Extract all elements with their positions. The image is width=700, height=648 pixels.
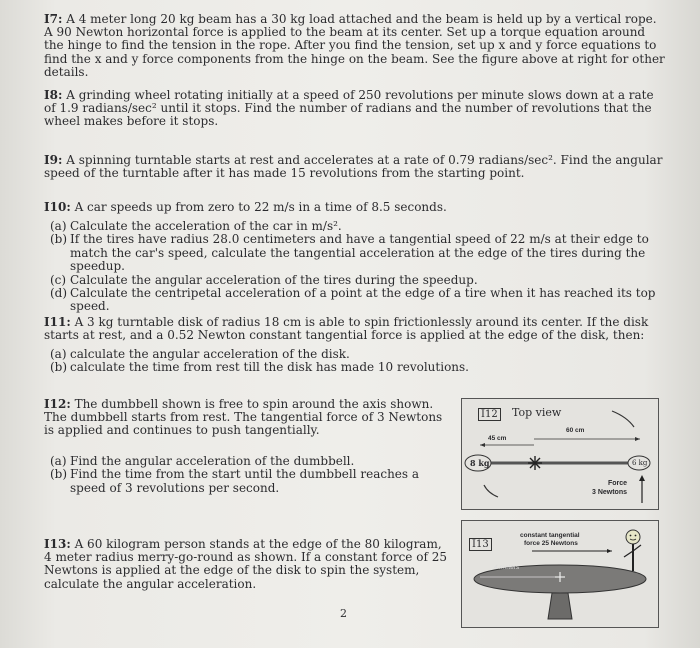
problem-label: I8:	[44, 88, 63, 102]
pedestal	[548, 593, 572, 619]
force-label: constant tangential	[520, 532, 580, 539]
problem-text: A 3 kg turntable disk of radius 18 cm is able to spin frictionlessly around its center. If the disk starts at rest, and a 0.52 Newton constant tangential force is applied at the edge of the disk, then:	[44, 315, 649, 343]
problem-label: I11:	[44, 315, 71, 329]
axis-star-icon	[528, 456, 542, 470]
problem-i10-parts	[50, 220, 665, 314]
length-label-45: 45 cm	[488, 435, 507, 442]
problem-label: I12:	[44, 397, 71, 411]
list-item: (c) Calculate the angular acceleration of the tires during the speedup.	[50, 272, 478, 287]
person-icon	[624, 530, 641, 571]
mass-label-left: 8 kg	[470, 458, 490, 468]
problem-label: I10:	[44, 200, 71, 214]
problem-i9	[44, 154, 666, 180]
problem-label: I9:	[44, 153, 63, 167]
problem-i11-parts	[50, 348, 665, 375]
problem-i13	[44, 538, 448, 591]
dumbbell-figure	[461, 398, 659, 510]
arrow-head	[480, 443, 485, 447]
list-item: (b) calculate the time from rest till the disk has made 10 revolutions.	[50, 360, 469, 375]
problem-text: A car speeds up from zero to 22 m/s in a time of 8.5 seconds.	[74, 200, 447, 214]
arrow-head	[635, 437, 640, 441]
force-value: 3 Newtons	[592, 489, 628, 496]
problem-i12-parts	[50, 455, 448, 495]
list-item: (b) Find the time from the start until the dumbbell reaches a speed of 3 revolutions per second.	[50, 467, 420, 495]
problem-i8	[44, 89, 666, 129]
list-item: (a) Find the angular acceleration of the dumbbell.	[50, 454, 355, 468]
problem-i7	[44, 13, 666, 79]
page-number: 2	[340, 607, 347, 620]
figure-tag: I13	[469, 538, 492, 551]
rotation-arrow-bottom	[484, 485, 498, 497]
radius-label: 4 meters	[494, 564, 520, 571]
mass-label-right: 6 kg	[632, 459, 648, 467]
list-item: (a) Calculate the acceleration of the car in m/s².	[50, 219, 342, 233]
list-item: (d) Calculate the centripetal acceleration of a point at the edge of a tire when it has reached its top speed.	[50, 286, 656, 314]
problem-i12	[44, 398, 448, 438]
problem-label: I13:	[44, 537, 71, 551]
merry-go-round-drawing	[462, 521, 658, 627]
arrow-head	[639, 475, 645, 481]
problem-text: A grinding wheel rotating initially at a speed of 250 revolutions per minute slows down at a rate of 1.9 radians/sec² until it stops. Find the number of radians and the number of revolutions that the wheel makes before it stops.	[44, 88, 654, 129]
problem-label: I7:	[44, 12, 63, 26]
figure-title: Top view	[512, 406, 562, 419]
list-item: (b) If the tires have radius 28.0 centimeters and have a tangential speed of 22 m/s at their edge to match the car's speed, calculate the tangential acceleration at the edge of the tires during the speedup.	[50, 232, 649, 274]
force-label: Force	[608, 480, 628, 487]
rotation-arrow-top	[612, 411, 634, 427]
force-value: force 25 Newtons	[524, 540, 578, 547]
problem-i11	[44, 316, 666, 342]
problem-text: A 4 meter long 20 kg beam has a 30 kg load attached and the beam is held up by a vertical rope. A 90 Newton horizontal force is applied to the beam at its center. Set up a torque equation around the hinge to find the tension in the rope. After you find the tension, set up x and y force equations to find the x and y force components from the hinge on the beam. See the figure above at right for other details.	[44, 12, 665, 79]
arrow-head	[607, 549, 612, 553]
length-label-60: 60 cm	[566, 427, 585, 434]
problem-text: The dumbbell shown is free to spin around the axis shown. The dumbbell starts from rest. The tangential force of 3 Newtons is applied and continues to push tangentially.	[44, 397, 443, 438]
problem-i10	[44, 201, 666, 214]
problem-text: A spinning turntable starts at rest and accelerates at a rate of 0.79 radians/sec². Find the angular speed of the turntable after it has made 15 revolutions from the starting point.	[44, 153, 663, 181]
merry-go-round-figure	[461, 520, 659, 628]
figure-tag: I12	[478, 408, 501, 421]
problem-text: A 60 kilogram person stands at the edge of the 80 kilogram, 4 meter radius merry-go-round as shown. If a constant force of 25 Newtons is applied at the edge of the disk to spin the system, calculate the angular acceleration.	[44, 537, 447, 591]
dumbbell-drawing	[462, 399, 658, 509]
list-item: (a) calculate the angular acceleration of the disk.	[50, 347, 350, 361]
